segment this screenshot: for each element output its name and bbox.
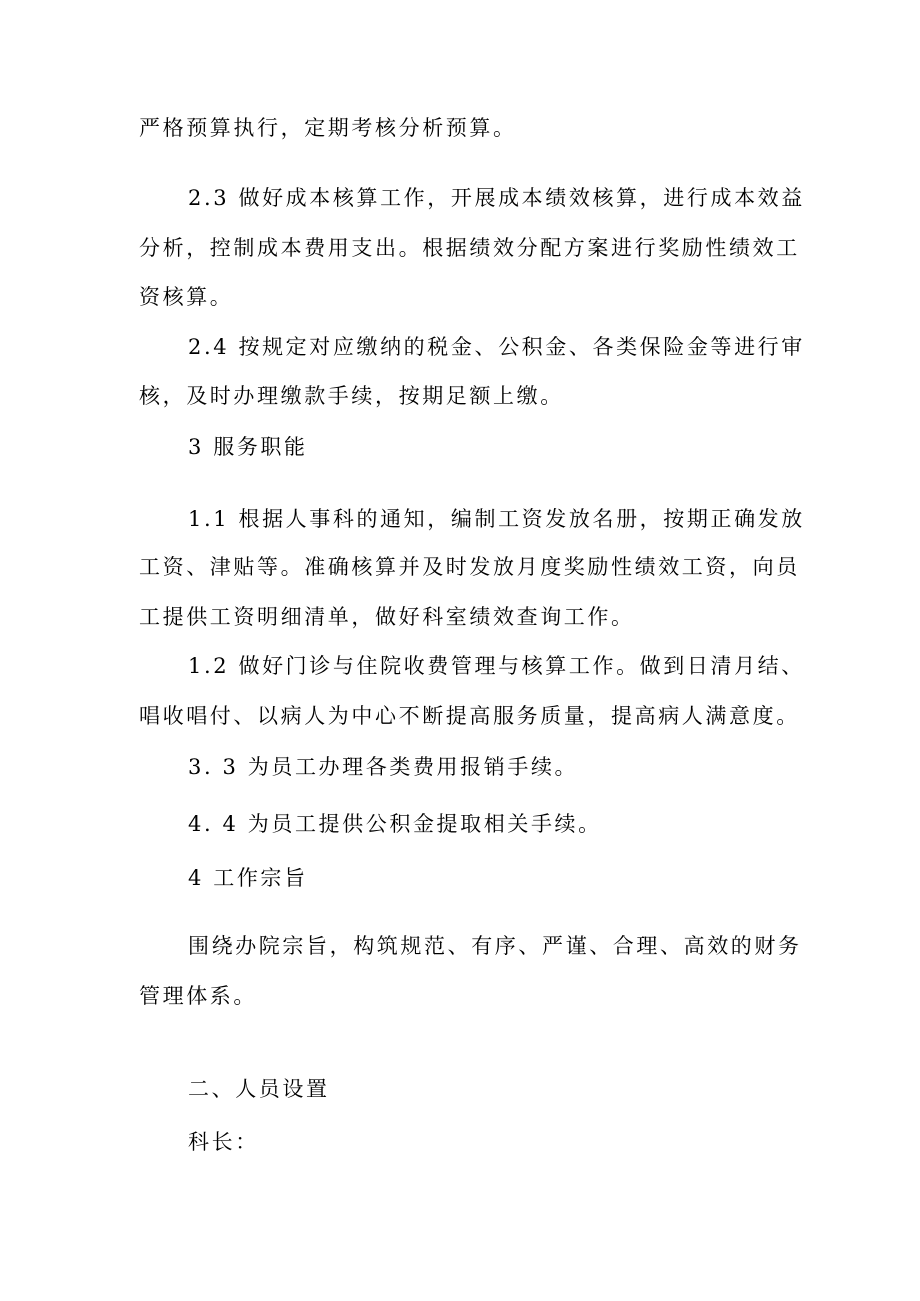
text-line: 1.1 根据人事科的通知，编制工资发放名册，按期正确发放 [188,507,805,531]
text-line: 工提供工资明细清单，做好科室绩效查询工作。 [139,605,635,629]
text-line: 工资、津贴等。准确核算并及时发放月度奖励性绩效工资，向员 [139,555,800,579]
text-line: 2.3 做好成本核算工作，开展成本绩效核算，进行成本效益 [188,186,805,210]
section-heading: 二、人员设置 [188,1077,330,1101]
text-line: 围绕办院宗旨，构筑规范、有序、严谨、合理、高效的财务 [188,934,802,958]
text-line: 4. 4 为员工提供公积金提取相关手续。 [188,812,602,836]
text-line: 严格预算执行，定期考核分析预算。 [139,116,517,140]
section-heading: 4 工作宗旨 [188,866,308,890]
section-heading: 3 服务职能 [188,435,308,459]
text-line: 资核算。 [139,285,234,309]
text-line: 核，及时办理缴款手续，按期足额上缴。 [139,384,564,408]
text-line: 科长： [188,1130,259,1154]
text-line: 2.4 按规定对应缴纳的税金、公积金、各类保险金等进行审 [188,335,805,359]
text-line: 管理体系。 [139,984,257,1008]
text-line: 分析，控制成本费用支出。根据绩效分配方案进行奖励性绩效工 [139,236,800,260]
text-line: 3. 3 为员工办理各类费用报销手续。 [188,755,579,779]
text-line: 1.2 做好门诊与住院收费管理与核算工作。做到日清月结、 [188,654,805,678]
text-line: 唱收唱付、以病人为中心不断提高服务质量，提高病人满意度。 [139,704,800,728]
